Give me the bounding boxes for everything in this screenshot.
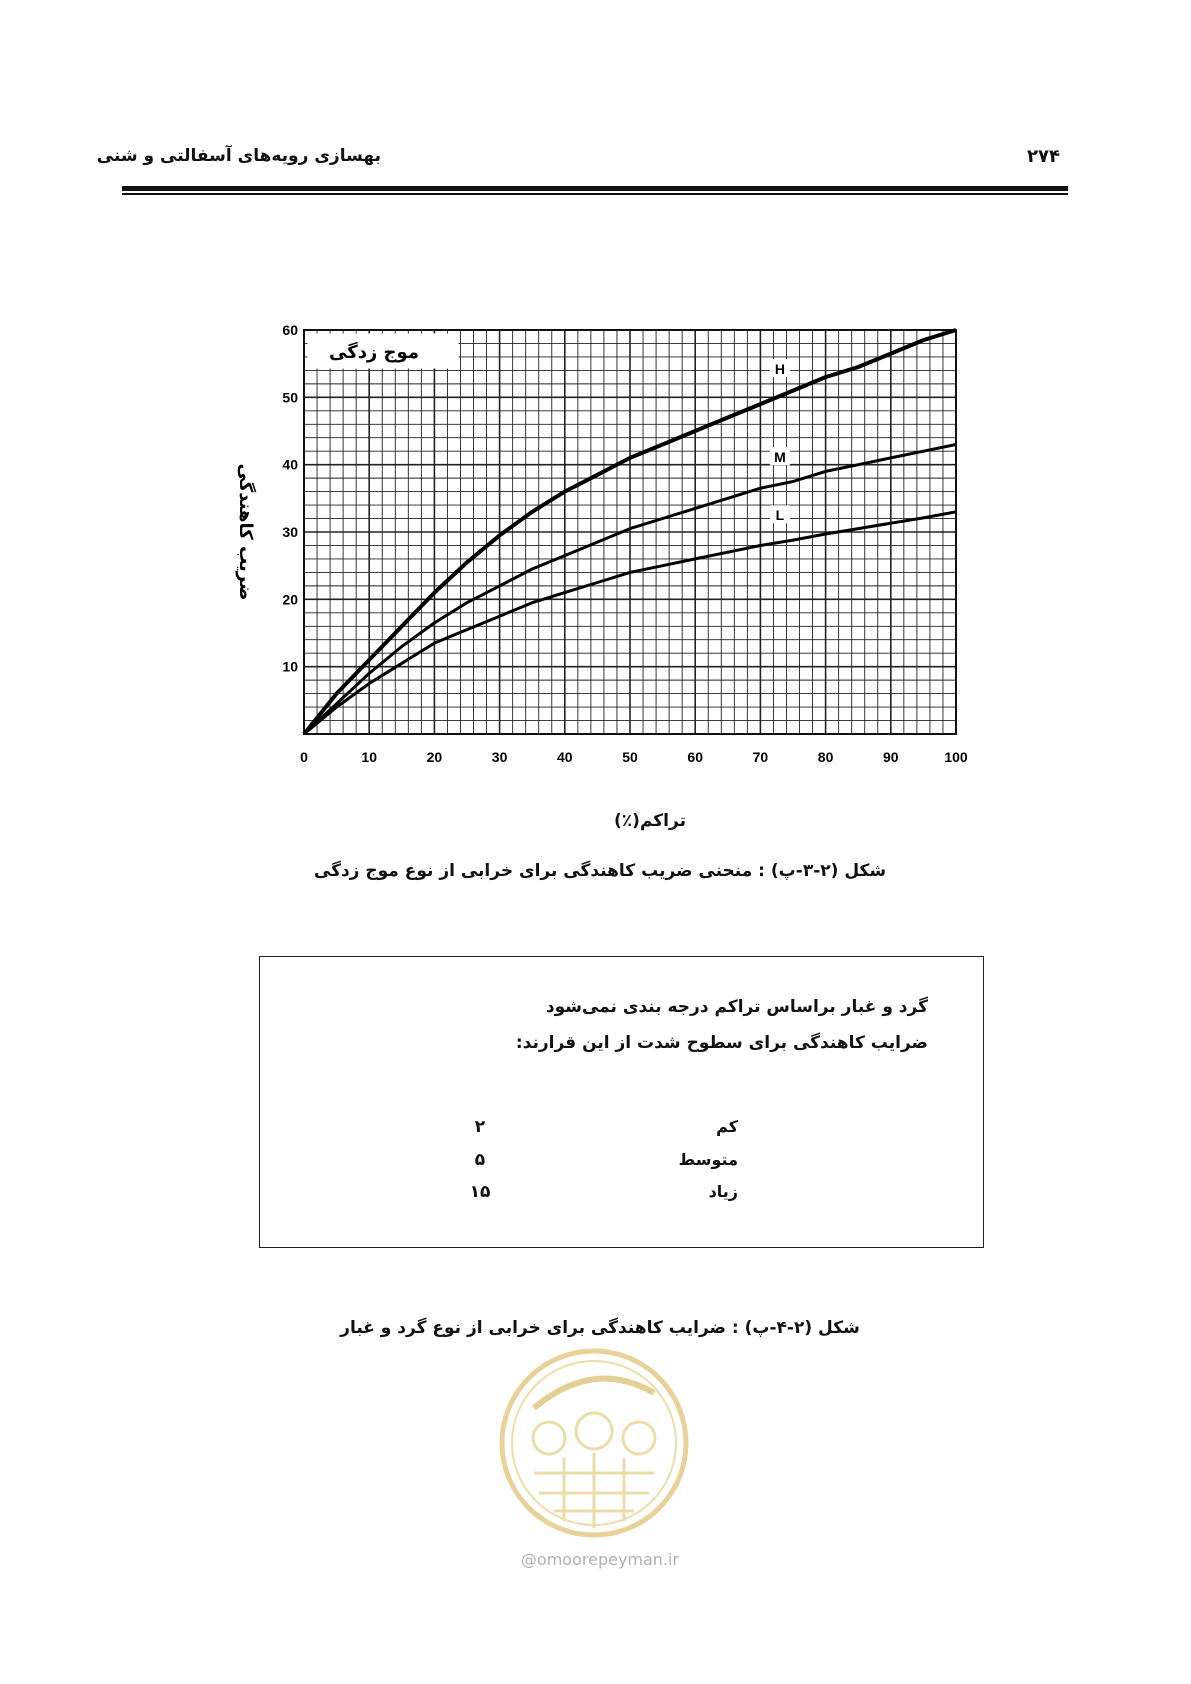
severity-value: ۵ (474, 1150, 486, 1170)
x-tick-label: 40 (557, 749, 573, 765)
y-tick-label: 20 (282, 591, 298, 608)
x-tick-label: 50 (622, 749, 638, 765)
x-tick-label: 0 (300, 749, 308, 765)
header-rule (122, 186, 1068, 191)
x-tick-label: 100 (944, 749, 968, 765)
severity-row (260, 1117, 983, 1147)
severity-value: ۱۵ (469, 1182, 491, 1202)
running-header-title: بهسازی رویه‌های آسفالتی و شنی (96, 146, 381, 166)
series-label-H: H (774, 360, 786, 377)
x-tick-label: 60 (687, 749, 703, 765)
note-line-2: ضرایب کاهندگی برای سطوح شدت از این قرارند: (515, 1033, 928, 1053)
x-tick-label: 70 (752, 749, 769, 765)
x-tick-label: 20 (426, 749, 443, 765)
x-tick-label: 10 (361, 749, 377, 765)
note-line-1: گرد و غبار براساس تراکم درجه بندی نمی‌شود (545, 997, 928, 1017)
x-tick-label: 80 (817, 749, 834, 765)
header-rule-thin (122, 193, 1068, 195)
series-label-M: M (774, 449, 786, 466)
figure-caption-dust: شکل (۲-۴-پ) : ضرایب کاهندگی برای خرابی از نوع گرد و غبار (340, 1318, 860, 1338)
series-label-L: L (775, 507, 785, 524)
severity-label: زیاد (708, 1182, 738, 1201)
page-number: ۲۷۴ (1027, 146, 1060, 167)
severity-label: متوسط (678, 1150, 738, 1169)
severity-row (260, 1150, 983, 1180)
x-tick-label: 30 (491, 749, 508, 765)
y-tick-label: 60 (282, 322, 298, 338)
y-tick-label: 40 (282, 456, 298, 473)
y-tick-label: 50 (282, 389, 298, 406)
x-tick-label: 90 (883, 749, 899, 765)
x-axis-title: تراکم(٪) (614, 811, 686, 831)
severity-label: کم (716, 1117, 738, 1136)
watermark-seal (494, 1343, 694, 1543)
dust-note-box (259, 956, 984, 1248)
figure-caption-corrugation: شکل (۲-۳-پ) : منحنی ضریب کاهندگی برای خرابی از نوع موج زدگی (313, 861, 887, 881)
y-axis-title: ضریب کاهندگی (235, 463, 256, 601)
watermark-url: @omoorepeyman.ir (520, 1550, 680, 1569)
chart-title: موج زدگی (329, 342, 419, 363)
severity-row (260, 1182, 983, 1212)
severity-value: ۲ (474, 1117, 486, 1137)
y-tick-label: 30 (282, 524, 298, 540)
corrugation-reduction-chart (210, 315, 990, 785)
y-tick-label: 10 (282, 658, 298, 675)
